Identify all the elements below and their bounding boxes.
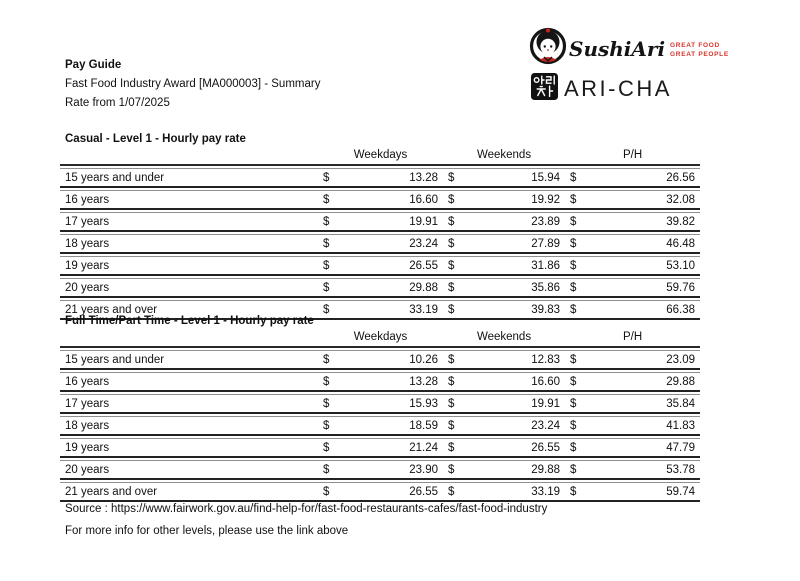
currency-symbol: $ <box>443 256 463 276</box>
ph-rate: 66.38 <box>585 300 700 320</box>
weekdays-rate: 26.55 <box>338 256 443 276</box>
weekdays-rate: 29.88 <box>338 278 443 298</box>
weekends-rate: 31.86 <box>463 256 565 276</box>
weekends-rate: 35.86 <box>463 278 565 298</box>
weekdays-rate: 18.59 <box>338 416 443 436</box>
award-subtitle: Fast Food Industry Award [MA000003] - Summary <box>65 78 321 90</box>
row-label: 15 years and under <box>60 350 318 370</box>
row-label: 18 years <box>60 416 318 436</box>
col-header-weekdays: Weekdays <box>318 149 443 166</box>
row-label: 21 years and over <box>60 300 318 320</box>
sushiari-doll-icon <box>529 26 567 71</box>
ph-rate: 46.48 <box>585 234 700 254</box>
col-header-weekends: Weekends <box>443 331 565 348</box>
casual-rate-section <box>60 133 701 322</box>
weekends-rate: 19.92 <box>463 190 565 210</box>
weekends-rate: 23.24 <box>463 416 565 436</box>
ph-rate: 39.82 <box>585 212 700 232</box>
weekdays-rate: 10.26 <box>338 350 443 370</box>
ph-rate: 53.10 <box>585 256 700 276</box>
table-row <box>60 372 700 392</box>
brand-logo-block <box>529 26 729 105</box>
weekdays-rate: 26.55 <box>338 482 443 502</box>
row-label: 20 years <box>60 278 318 298</box>
currency-symbol: $ <box>318 438 338 458</box>
currency-symbol: $ <box>318 212 338 232</box>
currency-symbol: $ <box>565 350 585 370</box>
currency-symbol: $ <box>318 234 338 254</box>
col-header-age <box>60 149 318 166</box>
aricha-logo <box>531 73 729 105</box>
ph-rate: 59.74 <box>585 482 700 502</box>
weekdays-rate: 21.24 <box>338 438 443 458</box>
brand-tagline <box>670 41 729 59</box>
row-label: 21 years and over <box>60 482 318 502</box>
weekdays-rate: 13.28 <box>338 372 443 392</box>
sushiari-logo <box>529 26 729 71</box>
currency-symbol: $ <box>318 372 338 392</box>
currency-symbol: $ <box>443 212 463 232</box>
currency-symbol: $ <box>565 482 585 502</box>
table-row <box>60 278 700 298</box>
table-row <box>60 438 700 458</box>
currency-symbol: $ <box>443 372 463 392</box>
table-row <box>60 168 700 188</box>
ph-rate: 29.88 <box>585 372 700 392</box>
currency-symbol: $ <box>565 460 585 480</box>
col-header-ph: P/H <box>565 331 700 348</box>
weekends-rate: 39.83 <box>463 300 565 320</box>
weekends-rate: 29.88 <box>463 460 565 480</box>
row-label: 20 years <box>60 460 318 480</box>
currency-symbol: $ <box>565 190 585 210</box>
table-header-row <box>60 149 700 166</box>
ph-rate: 26.56 <box>585 168 700 188</box>
currency-symbol: $ <box>443 438 463 458</box>
ph-rate: 41.83 <box>585 416 700 436</box>
currency-symbol: $ <box>443 300 463 320</box>
currency-symbol: $ <box>318 350 338 370</box>
currency-symbol: $ <box>565 394 585 414</box>
currency-symbol: $ <box>565 372 585 392</box>
footer-note: For more info for other levels, please use the link above <box>65 525 349 537</box>
fulltime-pay-table <box>60 329 700 504</box>
aricha-wordmark: ARI-CHA <box>564 76 672 101</box>
currency-symbol: $ <box>443 482 463 502</box>
table-row <box>60 350 700 370</box>
currency-symbol: $ <box>443 190 463 210</box>
source-url[interactable]: Source : https://www.fairwork.gov.au/find-help-for/fast-food-restaurants-cafes/fast-food-industry <box>65 503 548 515</box>
currency-symbol: $ <box>443 416 463 436</box>
weekdays-rate: 19.91 <box>338 212 443 232</box>
aricha-korean-seal-icon <box>531 73 558 105</box>
currency-symbol: $ <box>318 256 338 276</box>
table-row <box>60 394 700 414</box>
table-row <box>60 416 700 436</box>
table-row <box>60 460 700 480</box>
row-label: 18 years <box>60 234 318 254</box>
weekends-rate: 33.19 <box>463 482 565 502</box>
tagline-line2: GREAT PEOPLE <box>670 50 729 58</box>
casual-pay-table <box>60 147 700 322</box>
row-label: 19 years <box>60 256 318 276</box>
page-title: Pay Guide <box>65 59 122 71</box>
currency-symbol: $ <box>318 190 338 210</box>
row-label: 17 years <box>60 212 318 232</box>
ph-rate: 32.08 <box>585 190 700 210</box>
fulltime-rate-section <box>60 315 701 504</box>
row-label: 16 years <box>60 190 318 210</box>
currency-symbol: $ <box>318 460 338 480</box>
currency-symbol: $ <box>318 300 338 320</box>
currency-symbol: $ <box>443 460 463 480</box>
weekdays-rate: 16.60 <box>338 190 443 210</box>
weekends-rate: 19.91 <box>463 394 565 414</box>
currency-symbol: $ <box>318 482 338 502</box>
weekdays-rate: 15.93 <box>338 394 443 414</box>
weekdays-rate: 33.19 <box>338 300 443 320</box>
weekdays-rate: 23.90 <box>338 460 443 480</box>
currency-symbol: $ <box>443 278 463 298</box>
table-row <box>60 212 700 232</box>
col-header-weekdays: Weekdays <box>318 331 443 348</box>
ph-rate: 35.84 <box>585 394 700 414</box>
currency-symbol: $ <box>565 300 585 320</box>
casual-section-title: Casual - Level 1 - Hourly pay rate <box>65 133 246 145</box>
tagline-line1: GREAT FOOD <box>670 41 720 49</box>
weekends-rate: 23.89 <box>463 212 565 232</box>
currency-symbol: $ <box>443 394 463 414</box>
col-header-age <box>60 331 318 348</box>
ph-rate: 47.79 <box>585 438 700 458</box>
weekends-rate: 15.94 <box>463 168 565 188</box>
weekdays-rate: 13.28 <box>338 168 443 188</box>
currency-symbol: $ <box>318 168 338 188</box>
row-label: 17 years <box>60 394 318 414</box>
ph-rate: 53.78 <box>585 460 700 480</box>
currency-symbol: $ <box>318 416 338 436</box>
currency-symbol: $ <box>318 278 338 298</box>
currency-symbol: $ <box>443 168 463 188</box>
currency-symbol: $ <box>443 350 463 370</box>
row-label: 15 years and under <box>60 168 318 188</box>
row-label: 16 years <box>60 372 318 392</box>
table-header-row <box>60 331 700 348</box>
col-header-weekends: Weekends <box>443 149 565 166</box>
currency-symbol: $ <box>318 394 338 414</box>
table-row <box>60 234 700 254</box>
row-label: 19 years <box>60 438 318 458</box>
currency-symbol: $ <box>565 168 585 188</box>
table-row <box>60 256 700 276</box>
currency-symbol: $ <box>565 416 585 436</box>
fulltime-section-title: Full Time/Part Time - Level 1 - Hourly pay rate <box>65 315 314 327</box>
weekdays-rate: 23.24 <box>338 234 443 254</box>
weekends-rate: 26.55 <box>463 438 565 458</box>
col-header-ph: P/H <box>565 149 700 166</box>
currency-symbol: $ <box>443 234 463 254</box>
currency-symbol: $ <box>565 278 585 298</box>
rate-date-note: Rate from 1/07/2025 <box>65 97 170 109</box>
weekends-rate: 12.83 <box>463 350 565 370</box>
sushiari-wordmark: SushiAri <box>569 36 666 61</box>
table-row <box>60 190 700 210</box>
currency-symbol: $ <box>565 438 585 458</box>
weekends-rate: 27.89 <box>463 234 565 254</box>
currency-symbol: $ <box>565 256 585 276</box>
weekends-rate: 16.60 <box>463 372 565 392</box>
ph-rate: 59.76 <box>585 278 700 298</box>
currency-symbol: $ <box>565 234 585 254</box>
document-footer <box>65 498 547 542</box>
document-header <box>65 56 320 113</box>
ph-rate: 23.09 <box>585 350 700 370</box>
currency-symbol: $ <box>565 212 585 232</box>
